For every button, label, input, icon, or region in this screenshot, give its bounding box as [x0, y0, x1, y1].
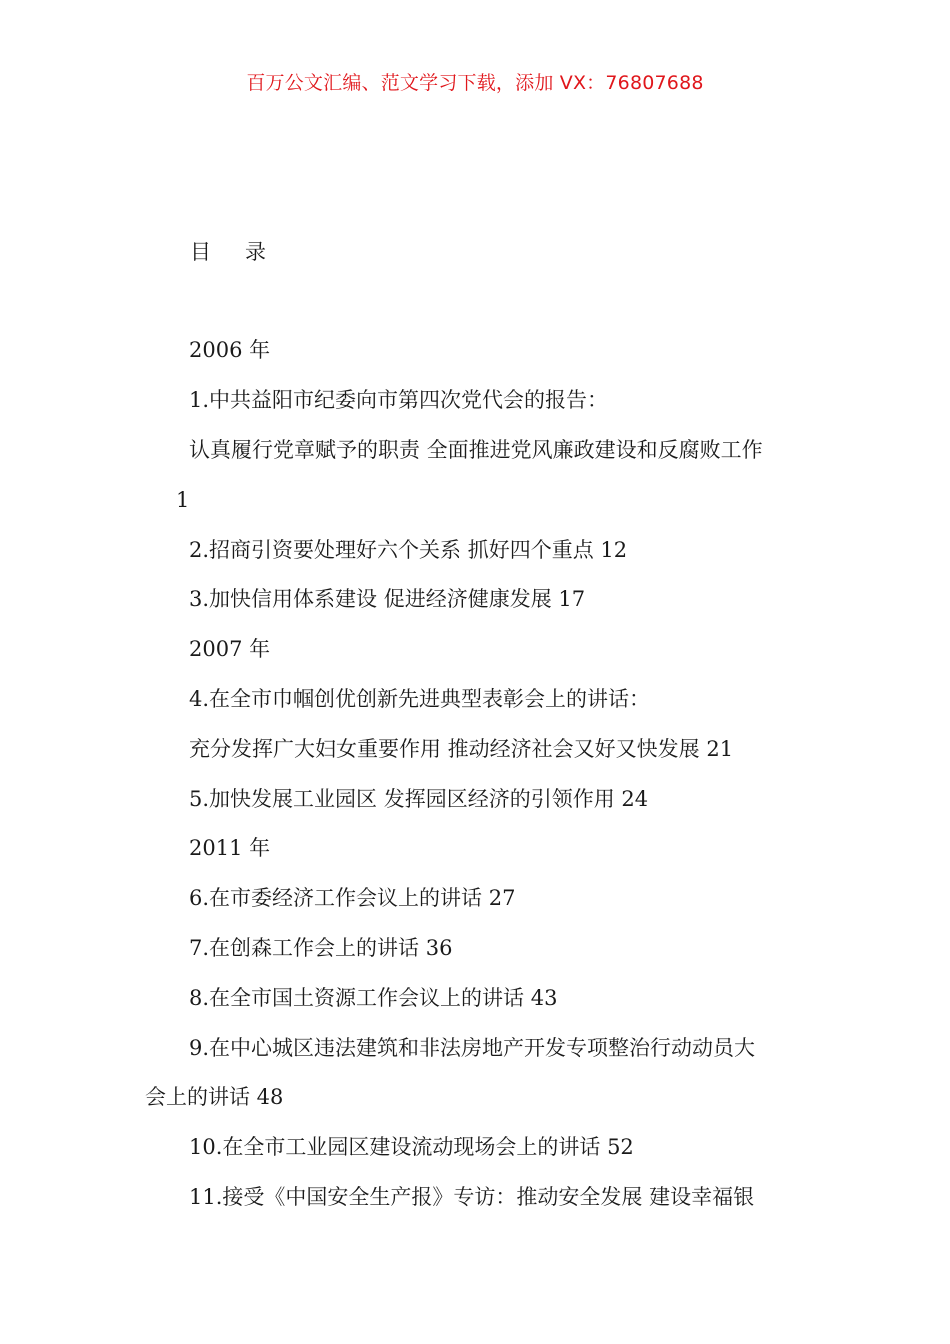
toc-title [190, 236, 266, 266]
toc-page-number: 1 [176, 488, 190, 512]
toc-entry: 1.中共益阳市纪委向市第四次党代会的报告： [189, 388, 609, 412]
toc-entry: 9.在中心城区违法建筑和非法房地产开发专项整治行动动员大 [189, 1036, 756, 1060]
toc-title-char-1: 目 [190, 240, 211, 264]
toc-entry: 7.在创森工作会上的讲话 36 [189, 936, 453, 960]
toc-entry: 6.在市委经济工作会议上的讲话 27 [189, 886, 516, 910]
toc-year-heading: 2011 年 [189, 836, 271, 860]
toc-title-char-2: 录 [245, 240, 266, 264]
toc-entry: 11.接受《中国安全生产报》专访：推动安全发展 建设幸福银 [189, 1185, 755, 1209]
toc-year-heading: 2007 年 [189, 637, 271, 661]
toc-entry-continuation: 会上的讲话 48 [145, 1085, 284, 1109]
toc-entry: 4.在全市巾帼创优创新先进典型表彰会上的讲话： [189, 687, 651, 711]
toc-year-heading: 2006 年 [189, 338, 271, 362]
toc-entry: 5.加快发展工业园区 发挥园区经济的引领作用 24 [189, 787, 649, 811]
toc-entry-subtitle: 认真履行党章赋予的职责 全面推进党风廉政建设和反腐败工作 [189, 438, 763, 462]
toc-entry: 2.招商引资要处理好六个关系 抓好四个重点 12 [189, 538, 628, 562]
watermark-header: 百万公文汇编、范文学习下载，添加 VX：76807688 [246, 72, 704, 94]
toc-entry: 3.加快信用体系建设 促进经济健康发展 17 [189, 587, 586, 611]
toc-entry-subtitle: 充分发挥广大妇女重要作用 推动经济社会又好又快发展 21 [189, 737, 734, 761]
toc-entry: 10.在全市工业园区建设流动现场会上的讲话 52 [189, 1135, 634, 1159]
toc-entry: 8.在全市国土资源工作会议上的讲话 43 [189, 986, 558, 1010]
